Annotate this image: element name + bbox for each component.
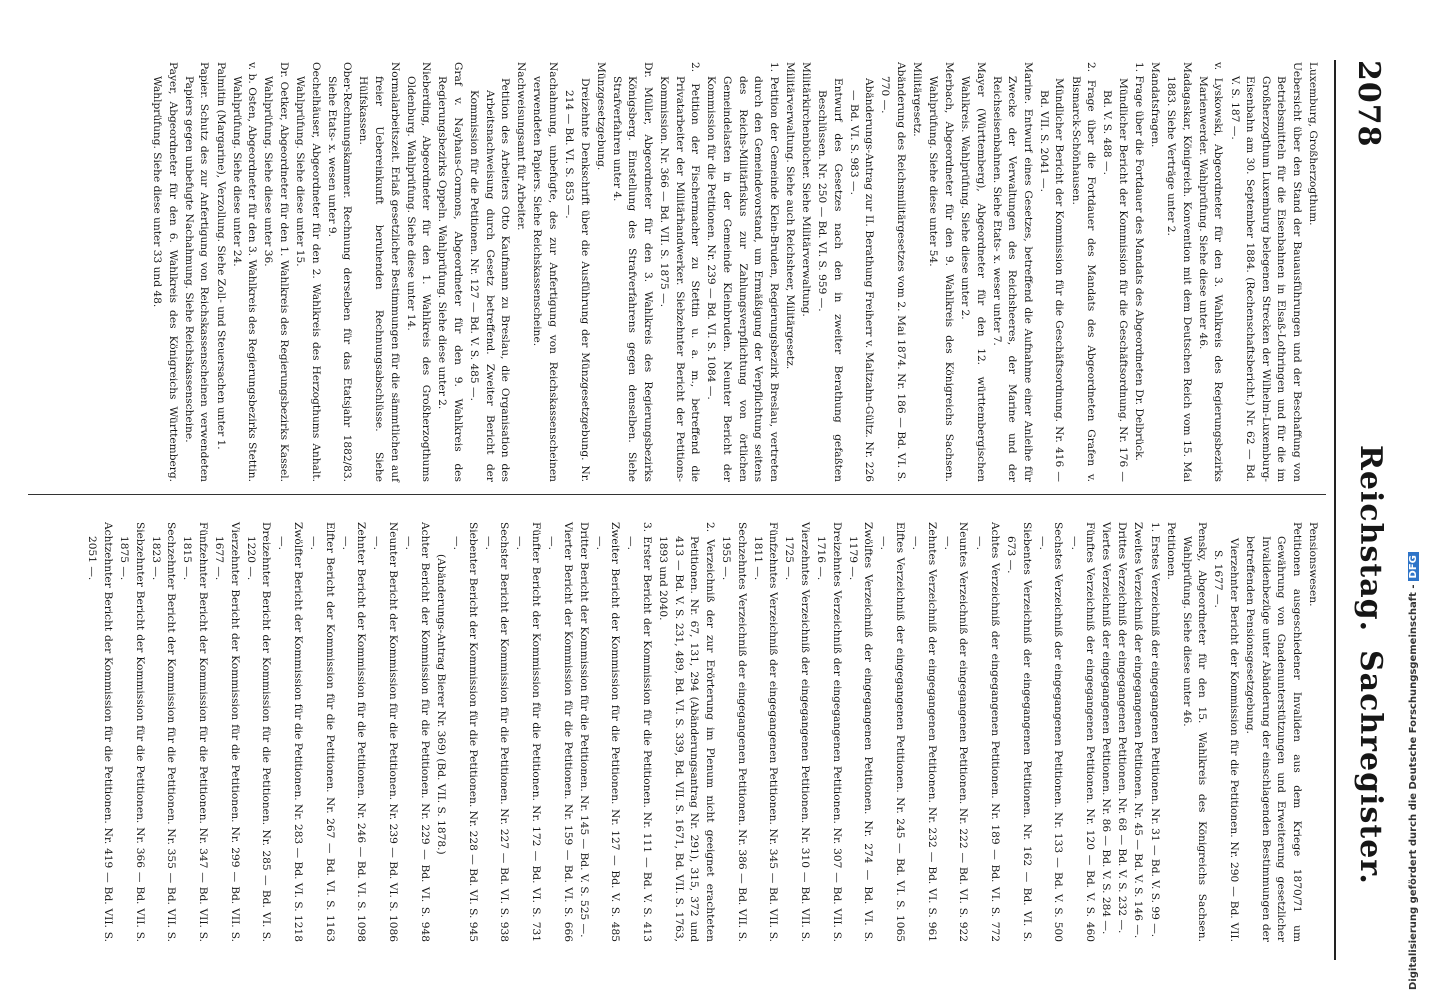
index-entry: Luxemburg, Großherzogthum.: [1307, 62, 1319, 226]
index-entry: Mayer (Württemberg), Abgeordneter für den 12. württembergischen Wahlkreis. Wahlprüfung. Siehe diese unter 2.: [958, 62, 987, 482]
index-entry: Vierter Bericht der Kommission für die Petitionen. Nr. 159 — Bd. VI. S. 666 —.: [546, 522, 574, 942]
index-entry: Uebersicht über den Stand der Bauausführungen und der Beschaffung von Betriebsmitteln für die Eisenbahnen in Elsaß-Lothringen und für die im Großherzogthum Luxemburg belegenen Strecken der Wilhelm-Luxemburg-Eisenbahn am 30. September 1884. (Rechenschaftsbericht.) Nr. 62 — Bd. V. S. 187 —.: [1228, 62, 1303, 482]
index-entry: Münzgesetzgebung.: [594, 62, 607, 171]
index-entry: 1. Erstes Verzeichniß der eingegangenen Petitionen. Nr. 31 — Bd. V. S. 99 —.: [1148, 522, 1161, 938]
index-entry: Siebenter Bericht der Kommission für die Petitionen. Nr. 228 — Bd. VI. S. 945 —.: [450, 522, 479, 942]
index-entry: Achter Bericht der Kommission für die Petitionen. Nr. 229 — Bd. VI. S. 948 —.: [403, 522, 431, 942]
index-entry: Marine. Entwurf eines Gesetzes, betreffend die Aufnahme einer Anleihe für Zwecke der Verwaltungen des Reichsheeres, der Marine und der Reichseisenbahnen. Siehe Etats- x. weser unter 7.: [990, 62, 1034, 482]
right-column: [20, 522, 1320, 942]
index-entry: Dritter Bericht der Kommission für die Petitionen. Nr. 145 — Bd. V. S. 525 —.: [577, 522, 590, 938]
index-entry: Petitionen ausgeschiedener Invaliden aus dem Kriege 1870/71 um Gewährung von Gnadenunterstützungen und Erweiterung gesetzlicher Invalidenbezüge unter Abänderung der einschlagenden Bestimmungen der betreffenden Pensionsgesetzgebung.: [1244, 522, 1303, 942]
index-entry: Abänderung des Reichsmilitärgesetzes vom 2. Mai 1874. Nr. 186 — Bd. VI. S. 770 —.: [879, 62, 908, 482]
index-entry: 2. Frage über die Fortdauer des Mandats des Abgeordneten Grafen v. Bismarck-Schönhausen.: [1069, 62, 1098, 482]
digitization-note: [1408, 552, 1419, 990]
index-entry: (Abänderungs-Antrag Bierer Nr. 369) (Bd. VII. S. 1878.): [434, 554, 447, 855]
index-entry: Mandatsfragen.: [1149, 62, 1162, 148]
index-entry: Achtzehnter Bericht der Kommission für die Petitionen. Nr. 419 — Bd. VII. S. 2051 —.: [86, 522, 114, 942]
index-entry: Vierzehntes Verzeichniß der eingegangenen Petitionen. Nr. 310 — Bd. VII. S. 1725 —.: [783, 522, 811, 942]
index-entry: Petitionen.: [1164, 522, 1177, 580]
index-entry: Papier. Schutz des zur Anfertigung von Reichskassenscheinen verwendeten Papiers gegen unbefugte Nachahmung. Siehe Reichskassenscheine.: [182, 62, 211, 482]
index-entry: Militärkirchenbücher. Siehe Militärverwaltung.: [800, 62, 812, 317]
index-entry: Dreizehnter Bericht der Kommission für die Petitionen. Nr. 285 — Bd. VI. S. 1220 —.: [244, 522, 273, 942]
index-entry: Vierzehnter Bericht der Kommission für die Petitionen. Nr. 290 — Bd. VII. S. 1677 —.: [1212, 538, 1241, 942]
index-entry: v. b. Osten, Abgeordneter für den 3. Wahlkreis des Regierungsbezirks Stettin. Wahlprüfung. Siehe diese unter 24.: [230, 62, 259, 482]
index-entry: v. Lyskowski, Abgeordneter für den 3. Wahlkreis des Regierungsbezirks Marienwerder. Wahlprüfung. Siehe diese unter 46.: [1196, 62, 1225, 482]
index-entry: Sechster Bericht der Kommission für die Petitionen. Nr. 227 — Bd. VI. S. 938 —.: [482, 522, 511, 942]
index-entry: Fünfter Bericht der Kommission für die Petitionen. Nr. 172 — Bd. VI. S. 731 —.: [514, 522, 542, 942]
index-entry: Normalarbeitszeit. Erlaß gesetzlicher Bestimmungen für die sämmtlichen auf freier Uebereinkunft beruhenden Rechnungsabschlüsse. Siehe Hülfskassen.: [357, 62, 401, 482]
page-number: 2078: [1351, 60, 1386, 148]
index-entry: Pensionswesen.: [1307, 522, 1319, 607]
index-entry: Neuntes Verzeichniß der eingegangenen Petitionen. Nr. 222 — Bd. VI. S. 922 —.: [941, 522, 970, 942]
left-column: [20, 62, 1320, 482]
index-entry: Oechelhäuser, Abgeordneter für den 2. Wahlkreis des Herzogthums Anhalt. Wahlprüfung. Siehe diese unter 15.: [294, 62, 322, 482]
index-entry: Militärgesetz.: [911, 62, 924, 137]
index-entry: Zwölftes Verzeichniß der eingegangenen Petitionen. Nr. 274 — Bd. VI. S. 1179 —.: [846, 522, 875, 942]
index-entry: Dreizehntes Verzeichniß der eingegangenen Petitionen. Nr. 307 — Bd. VII. S. 1716 —.: [815, 522, 843, 942]
index-entry: Nachahmung, unbefugte, des zur Anfertigung von Reichskassenscheinen verwendeten Papiers. Siehe Reichskassenscheine.: [531, 62, 559, 482]
index-entry: Zehntes Verzeichniß der eingegangenen Petitionen. Nr. 232 — Bd. VI. S. 961 —.: [910, 522, 938, 942]
index-entry: Elfter Bericht der Kommission für die Petitionen. Nr. 267 — Bd. VI. S. 1163 —.: [308, 522, 336, 942]
index-entry: Neunter Bericht der Kommission für die Petitionen. Nr. 239 — Bd. VI. S. 1086 —.: [371, 522, 400, 942]
index-entry: Merbach, Abgeordneter für den 9. Wahlkreis des Königreichs Sachsen. Wahlprüfung. Siehe diese unter 54.: [927, 62, 955, 482]
index-entry: Fünfzehntes Verzeichniß der eingegangenen Petitionen. Nr. 345 — Bd. VII. S. 1811 —.: [751, 522, 780, 942]
index-entry: Ober-Rechnungskammer. Rechnung derselben für das Etatsjahr 1882/83. Siehe Etats- x. wesen unter 9.: [325, 62, 354, 482]
index-entry: Entwurf des Gesetzes nach den in zweiter Berathung gefaßten Beschlüssen. Nr. 250 — Bd. VI. S. 959 —.: [816, 78, 844, 482]
header-title-right: Sachregister.: [1353, 650, 1388, 885]
index-entry: Zweiter Bericht der Kommission für die Petitionen. Nr. 127 — Bd. V. S. 485 —.: [593, 522, 622, 942]
index-entry: 1. Frage über die Fortdauer des Mandats des Abgeordneten Dr. Delbrück.: [1132, 62, 1145, 461]
index-entry: Abänderungs-Antrag zur II. Berathung Freiherr v. Maltzahn-Gültz. Nr. 226 — Bd. VI. S. 983 —.: [847, 78, 876, 482]
index-entry: Madagaskar, Königreich. Konvention mit dem Deutschen Reich vom 15. Mai 1883. Siehe Verträge unter 2.: [1165, 62, 1193, 482]
index-entry: Sechzehnter Bericht der Kommission für die Petitionen. Nr. 355 — Bd. VII. S. 1823 —.: [149, 522, 178, 942]
index-entry: Drittes Verzeichniß der eingegangenen Petitionen. Nr. 68 — Bd. V. S. 232 —.: [1116, 522, 1129, 934]
index-entry: Dr. Müller, Abgeordneter für den 3. Wahlkreis des Regierungsbezirks Königsberg. Einstellung des Strafverfahrens gegen denselben. Siehe Strafverfahren unter 4.: [610, 62, 655, 482]
index-entry: Palmitin (Margarine), Verzollung. Siehe Zoll- und Steuersachen unter 1.: [214, 62, 227, 450]
index-entry: 2. Verzeichniß der zur Erörterung im Plenum nicht geeignet erachteten Petitionen. Nr. 67, 131, 294 (Abänderungsantrag Nr. 291), 315, 372 und 413 — Bd. V. S. 231, 489, Bd. VI. S. 339, Bd. VII. S. 1671, Bd. VII. S. 1763, 1893 und 2040.: [657, 522, 716, 942]
index-entry: Mündlicher Bericht der Kommission für die Geschäftsordnung. Nr. 176 — Bd. V. S. 488 —.: [1101, 78, 1129, 482]
index-entry: Sechstes Verzeichniß der eingegangenen Petitionen. Nr. 133 — Bd. V. S. 500 —.: [1036, 522, 1065, 942]
header-title-left: Reichstag.: [1353, 445, 1388, 633]
index-entry: Payer, Abgeordneter für den 6. Wahlkreis des Königreichs Württemberg. Wahlprüfung. Siehe diese unter 33 und 48.: [151, 62, 179, 482]
index-entry: Pensky, Abgeordneter für den 15. Wahlkreis des Königreichs Sachsen. Wahlprüfung. Siehe diese unter 46.: [1180, 522, 1209, 942]
index-entry: Viertes Verzeichniß der eingegangenen Petitionen. Nr. 86 — Bd. V. S. 284 —.: [1100, 522, 1113, 935]
index-entry: Achtes Verzeichniß der eingegangenen Petitionen. Nr. 189 — Bd. VI. S. 772 —.: [973, 522, 1002, 942]
index-entry: Siebzehnter Bericht der Kommission für die Petitionen. Nr. 366 — Bd. VII. S. 1875 —.: [117, 522, 146, 942]
column-divider: [28, 494, 1326, 495]
dfg-logo: DFG: [1408, 552, 1419, 581]
index-entry: 2. Petition der Fischermacher zu Stettin u. a. m., betreffend die Privatarbeiter der Militärhandwerker. Siebzehnter Bericht der Petitions-Kommission. Nr. 366 — Bd. VII. S. 1875 —.: [658, 62, 702, 482]
index-entry: 1. Petition der Gemeinde Klein-Bruden, Regierungsbezirk Breslau, vertreten durch den Gemeindevorstand, um Ermäßigung der Verpflichtung seitens des Reichs-Militärfiskus zur Zahlungsverpflichtung von örtlichen Gemeindelasten in der Gemeinde Kleinbruden. Neunter Bericht der Kommission für die Petitionen. Nr. 239 — Bd. VI. S. 1084 —.: [705, 62, 780, 482]
index-entry: Sechzehntes Verzeichniß der eingegangenen Petitionen. Nr. 386 — Bd. VII. S. 1955 —.: [720, 522, 748, 942]
index-entry: Mündlicher Bericht der Kommission für die Geschäftsordnung. Nr. 416 — Bd. VII. S. 2041 —.: [1037, 78, 1066, 482]
index-entry: Vierzehnter Bericht der Kommission für die Petitionen. Nr. 299 — Bd. VII. S. 1677 —.: [213, 522, 241, 942]
index-entry: Elftes Verzeichniß der eingegangenen Petitionen. Nr. 245 — Bd. VI. S. 1065 —.: [878, 522, 907, 942]
index-entry: Zweites Verzeichniß der eingegangenen Petitionen. Nr. 45 — Bd. V. S. 146 —.: [1132, 522, 1145, 939]
index-entry: Nachweisungsamt für Arbeiter.: [515, 62, 528, 231]
index-entry: Graf v. Nayhaus-Cormons, Abgeordneter für den 9. Wahlkreis des Regierungsbezirks Oppeln. Wahlprüfung. Siehe diese unter 2.: [436, 62, 464, 482]
index-entry: Zwölfter Bericht der Kommission für die Petitionen. Nr. 283 — Bd. VI. S. 1218 —.: [276, 522, 304, 942]
index-entry: Fünfzehnter Bericht der Kommission für die Petitionen. Nr. 347 — Bd. VII. S. 1815 —.: [181, 522, 209, 942]
digitization-note-text: Digitalisierung gefördert durch die Deutsche Forschungsgemeinschaft -: [1408, 584, 1419, 990]
index-entry: Dr. Oetker, Abgeordneter für den 1. Wahlkreis des Regierungsbezirks Kassel. Wahlprüfung. Siehe diese unter 36.: [262, 62, 290, 482]
index-entry: Nieberding, Abgeordneter für den 1. Wahlkreis des Großherzogthums Oldenburg. Wahlprüfung. Siehe diese unter 14.: [404, 62, 433, 482]
index-entry: Siebentes Verzeichniß der eingegangenen Petitionen. Nr. 162 — Bd. VI. S. 673 —.: [1005, 522, 1033, 942]
index-entry: Zehnter Bericht der Kommission für die Petitionen. Nr. 246 — Bd. VI. S. 1098 —.: [339, 522, 368, 942]
index-entry: Fünftes Verzeichniß der eingegangenen Petitionen. Nr. 120 — Bd. V. S. 460 —.: [1068, 522, 1097, 942]
index-entry: Militärverwaltung. Siehe auch Reichsheer, Militärgesetz.: [783, 62, 796, 370]
index-entry: Dreizehnte Denkschrift über die Ausführung der Münzgesetzgebung. Nr. 214 — Bd. VI. S. 853 —.: [563, 78, 591, 482]
index-entry: 3. Erster Bericht der Kommission für die Petitionen. Nr. 111 — Bd. V. S. 413 —.: [625, 522, 654, 942]
index-entry: Petition des Arbeiters Otto Kaufmann zu Breslau, die Organisation des Arbeitsnachweisung durch Gesetz betreffend. Zweiter Bericht der Kommission für die Petitionen. Nr. 127 — Bd. V. S. 485 —.: [468, 78, 512, 482]
page-header: [1334, 60, 1396, 960]
